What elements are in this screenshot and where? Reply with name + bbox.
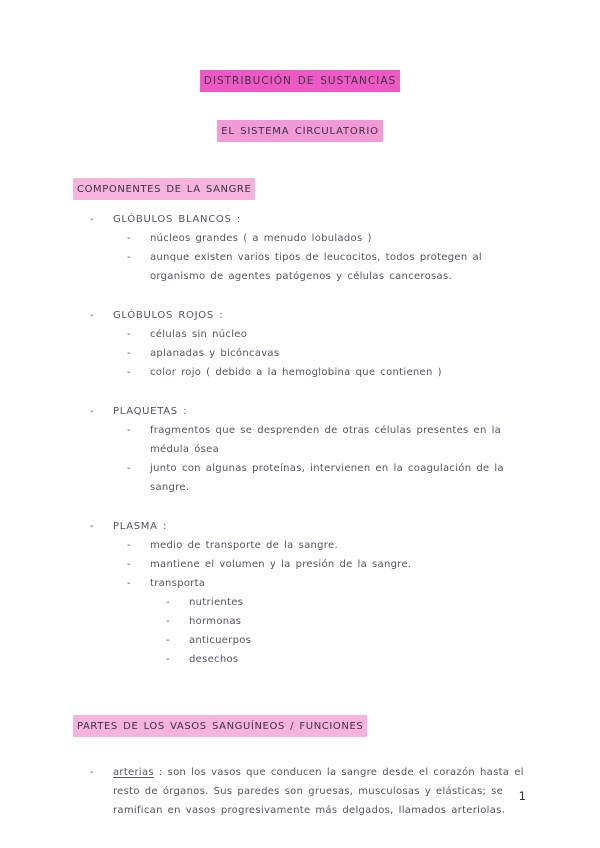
list-item-text: fragmentos que se desprenden de otras células presentes en la médula ósea: [149, 425, 502, 455]
term-arterias-definition: : son los vasos que conducen la sangre desde el corazón hasta el resto de órganos. Sus paredes son gruesas, musculosas y elásticas; se ramifican en vasos progresivamente más delgados, llamados arteriolas.: [112, 767, 524, 816]
list-item-label: GLÓBULOS ROJOS :: [112, 310, 224, 321]
list-item: [90, 517, 600, 536]
section-componentes-sangre: [0, 178, 600, 669]
section-heading: COMPONENTES DE LA SANGRE: [73, 178, 255, 200]
list-group-globulos-blancos: [0, 210, 600, 286]
list-item-text: células sin núcleo: [149, 329, 248, 340]
list-item-text: aunque existen varios tipos de leucocitos, todos protegen al organismo de agentes patógenos y células cancerosas.: [149, 252, 482, 282]
list-item: [127, 536, 600, 555]
list-item-label: PLASMA :: [112, 521, 168, 532]
list-item: [166, 612, 600, 631]
list-item-text: hormonas: [188, 616, 242, 627]
list-item: [127, 229, 600, 248]
list-item-text: medio de transporte de la sangre.: [149, 540, 338, 551]
list-item-text: junto con algunas proteínas, intervienen en la coagulación de la sangre.: [149, 463, 504, 493]
list-item: [127, 344, 600, 363]
section-heading-row: [73, 715, 600, 737]
list-item: [127, 325, 600, 344]
list-item: [127, 459, 600, 497]
title-row: [0, 70, 600, 92]
list-item-text: [113, 763, 537, 820]
list-item-text: nutrientes: [188, 597, 244, 608]
list-item-text: aplanadas y bicóncavas: [149, 348, 280, 359]
page-title: DISTRIBUCIÓN DE SUSTANCIAS: [200, 70, 400, 92]
list-item: [127, 555, 600, 574]
section-vasos-sanguineos: [0, 715, 600, 820]
list-item-text: núcleos grandes ( a menudo lobulados ): [149, 233, 372, 244]
list-item: [127, 574, 600, 593]
term-arterias: arterias: [112, 767, 154, 778]
list-item: [166, 631, 600, 650]
list-item: [166, 650, 600, 669]
subtitle-row: [0, 120, 600, 142]
list-item-text: anticuerpos: [188, 635, 252, 646]
list-item-text: color rojo ( debido a la hemoglobina que contienen ): [149, 367, 442, 378]
page-subtitle: EL SISTEMA CIRCULATORIO: [217, 120, 382, 142]
page-number: 1: [518, 789, 526, 803]
list-item-label: PLAQUETAS :: [112, 406, 188, 417]
list-item: [127, 248, 600, 286]
list-item: [127, 421, 600, 459]
list-item: [90, 402, 600, 421]
list-item: [90, 210, 600, 229]
list-item-text: desechos: [188, 654, 239, 665]
section-heading: PARTES DE LOS VASOS SANGUÍNEOS / FUNCIONES: [73, 715, 367, 737]
list-group-plaquetas: [0, 402, 600, 497]
section-heading-row: [73, 178, 600, 200]
list-item: [166, 593, 600, 612]
list-item-label: GLÓBULOS BLANCOS :: [112, 214, 241, 225]
list-item-text: mantiene el volumen y la presión de la sangre.: [149, 559, 412, 570]
list-group-plasma: [0, 517, 600, 669]
list-group-arterias: [0, 763, 600, 820]
list-item: [90, 306, 600, 325]
list-group-globulos-rojos: [0, 306, 600, 382]
list-item-text: transporta: [149, 578, 206, 589]
list-item: [127, 363, 600, 382]
